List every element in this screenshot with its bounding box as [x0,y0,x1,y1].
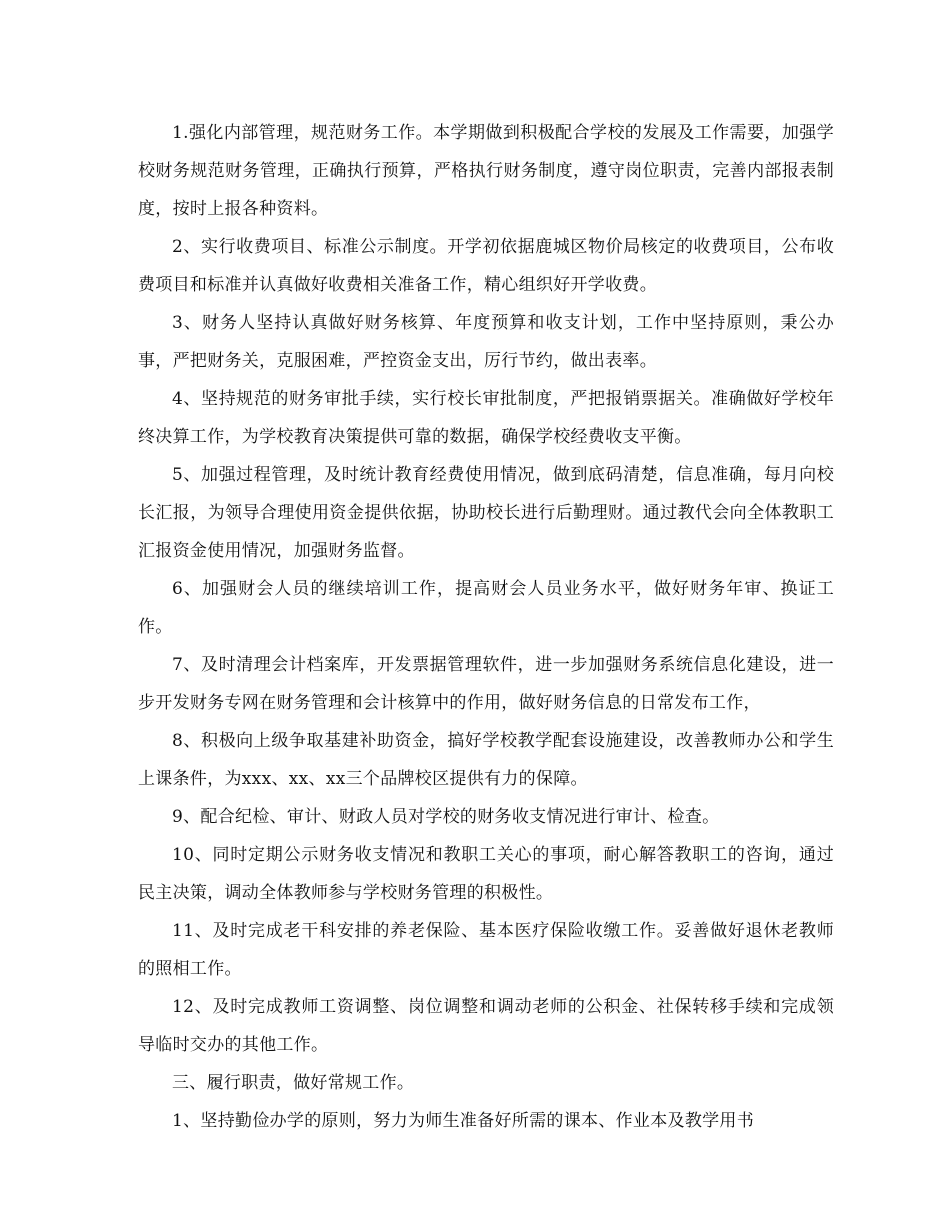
paragraph-section3-1: 1、坚持勤俭办学的原则，努力为师生准备好所需的课本、作业本及教学用书 [172,1111,755,1131]
section-heading: 三、履行职责，做好常规工作。 [172,1073,415,1093]
paragraph-9: 9、配合纪检、审计、财政人员对学校的财务收支情况进行审计、检查。 [172,807,720,827]
paragraph-3: 3、财务人坚持认真做好财务核算、年度预算和收支计划，工作中坚持原则，秉公办事，严把财务关，克服困难，严控资金支出，厉行节约，做出表率。 [138,313,834,371]
paragraph-12: 12、及时完成教师工资调整、岗位调整和调动老师的公积金、社保转移手续和完成领导临时交办的其他工作。 [138,997,834,1055]
paragraph-5: 5、加强过程管理，及时统计教育经费使用情况，做到底码清楚，信息准确，每月向校长汇报，为领导合理使用资金提供依据，协助校长进行后勤理财。通过教代会向全体教职工汇报资金使用情况，加强财务监督。 [138,465,834,561]
paragraph-4: 4、坚持规范的财务审批手续，实行校长审批制度，严把报销票据关。准确做好学校年终决算工作，为学校教育决策提供可靠的数据，确保学校经费收支平衡。 [138,389,834,447]
paragraph-2: 2、实行收费项目、标准公示制度。开学初依据鹿城区物价局核定的收费项目，公布收费项目和标准并认真做好收费相关准备工作，精心组织好开学收费。 [138,237,834,295]
paragraph-8: 8、积极向上级争取基建补助资金，搞好学校教学配套设施建设，改善教师办公和学生上课条件，为xxx、xx、xx三个品牌校区提供有力的保障。 [138,731,834,789]
document-body [138,114,834,1140]
paragraph-11: 11、及时完成老干科安排的养老保险、基本医疗保险收缴工作。妥善做好退休老教师的照相工作。 [138,921,834,979]
paragraph-10: 10、同时定期公示财务收支情况和教职工关心的事项，耐心解答教职工的咨询，通过民主决策，调动全体教师参与学校财务管理的积极性。 [138,845,834,903]
paragraph-6: 6、加强财会人员的继续培训工作，提高财会人员业务水平，做好财务年审、换证工作。 [138,579,834,637]
paragraph-7: 7、及时清理会计档案库，开发票据管理软件，进一步加强财务系统信息化建设，进一步开发财务专网在财务管理和会计核算中的作用，做好财务信息的日常发布工作， [138,655,834,713]
paragraph-1: 1.强化内部管理，规范财务工作。本学期做到积极配合学校的发展及工作需要，加强学校财务规范财务管理，正确执行预算，严格执行财务制度，遵守岗位职责，完善内部报表制度，按时上报各种资料。 [138,123,834,219]
